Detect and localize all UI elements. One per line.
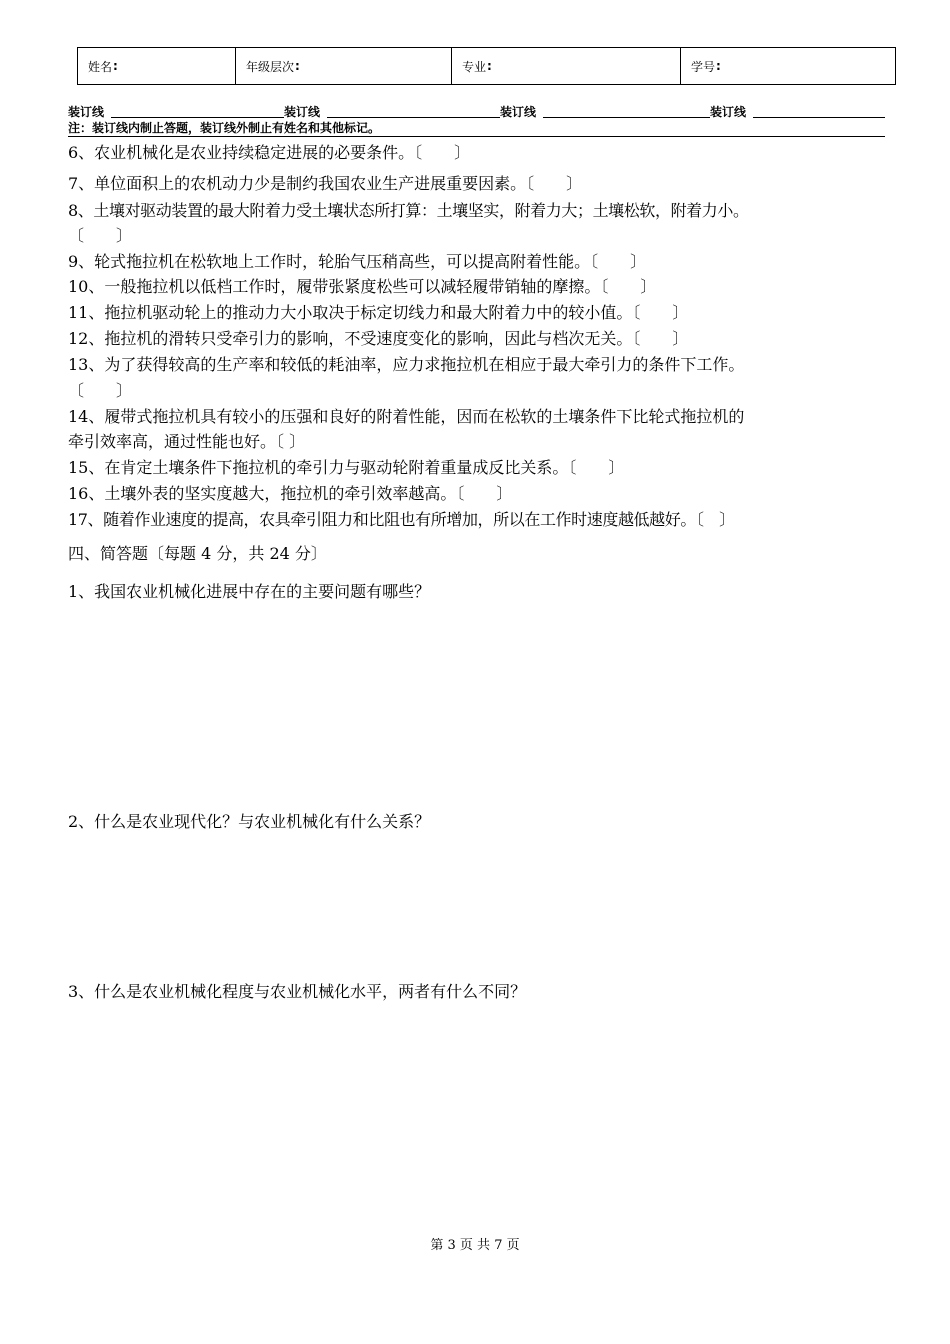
short-answer-3: 3、什么是农业机械化程度与农业机械化水平，两者有什么不同？ [68,982,527,1001]
student-info-table [77,47,896,85]
binding-label-4: 装订线 [710,105,747,119]
name-colon: : [113,59,118,73]
name-label: 姓名 [88,59,113,74]
binding-label-2: 装订线 [284,105,321,119]
binding-label-3: 装订线 [500,105,537,119]
binding-line-row [68,103,885,119]
question-14-continued: 牵引效率高，通过性能也好。〔 〕 [68,432,306,451]
major-label: 专业 [462,59,487,74]
page-number: 第 3 页 共 7 页 [430,1238,520,1253]
question-7: 7、单位面积上的农机动力少是制约我国农业生产进展重要因素。〔 〕 [68,174,583,193]
question-16: 16、土壤外表的坚实度越大，拖拉机的牵引效率越高。〔 〕 [68,484,513,503]
question-8: 8、土壤对驱动装置的最大附着力受土壤状态所打算：土壤坚实，附着力大；土壤松软，附着力小。 [68,201,749,220]
student-id-colon: : [716,59,721,73]
question-13-bracket: 〔 〕 [68,381,133,400]
binding-line-2 [327,117,500,118]
grade-level-label: 年级层次 [246,59,295,74]
question-8-bracket: 〔 〕 [68,226,133,245]
question-6: 6、农业机械化是农业持续稳定进展的必要条件。〔 〕 [68,143,471,162]
binding-line-4 [753,117,885,118]
question-14: 14、履带式拖拉机具有较小的压强和良好的附着性能，因而在松软的土壤条件下比轮式拖拉机的 [68,407,745,426]
short-answer-1: 1、我国农业机械化进展中存在的主要问题有哪些？ [68,582,431,601]
question-13: 13、为了获得较高的生产率和较低的耗油率，应力求拖拉机在相应于最大牵引力的条件下工作。 [68,355,745,374]
binding-label-1: 装订线 [68,105,105,119]
question-12: 12、拖拉机的滑转只受牵引力的影响，不受速度变化的影响，因此与档次无关。〔 〕 [68,329,689,348]
major-colon: : [487,59,492,73]
student-id-field [681,48,895,84]
question-11: 11、拖拉机驱动轮上的推动力大小取决于标定切线力和最大附着力中的较小值。〔 〕 [68,303,689,322]
question-10: 10、一般拖拉机以低档工作时，履带张紧度松些可以减轻履带销轴的摩擦。〔 〕 [68,277,657,296]
student-id-label: 学号 [691,59,716,74]
binding-note: 注：装订线内制止答题，装订线外制止有姓名和其他标记。 [68,121,885,137]
grade-level-field [236,48,452,84]
binding-line-1 [111,117,284,118]
short-answer-2: 2、什么是农业现代化？与农业机械化有什么关系？ [68,812,431,831]
question-9: 9、轮式拖拉机在松软地上工作时，轮胎气压稍高些，可以提高附着性能。〔 〕 [68,252,647,271]
section-title: 四、简答题〔每题 4 分，共 24 分〕 [68,544,327,563]
binding-line-3 [543,117,710,118]
name-field [78,48,236,84]
question-17: 17、随着作业速度的提高，农具牵引阻力和比阻也有所增加，所以在工作时速度越低越好。〔 〕 [68,510,735,529]
grade-level-colon: : [295,59,300,73]
major-field [452,48,681,84]
question-15: 15、在肯定土壤条件下拖拉机的牵引力与驱动轮附着重量成反比关系。〔 〕 [68,458,625,477]
